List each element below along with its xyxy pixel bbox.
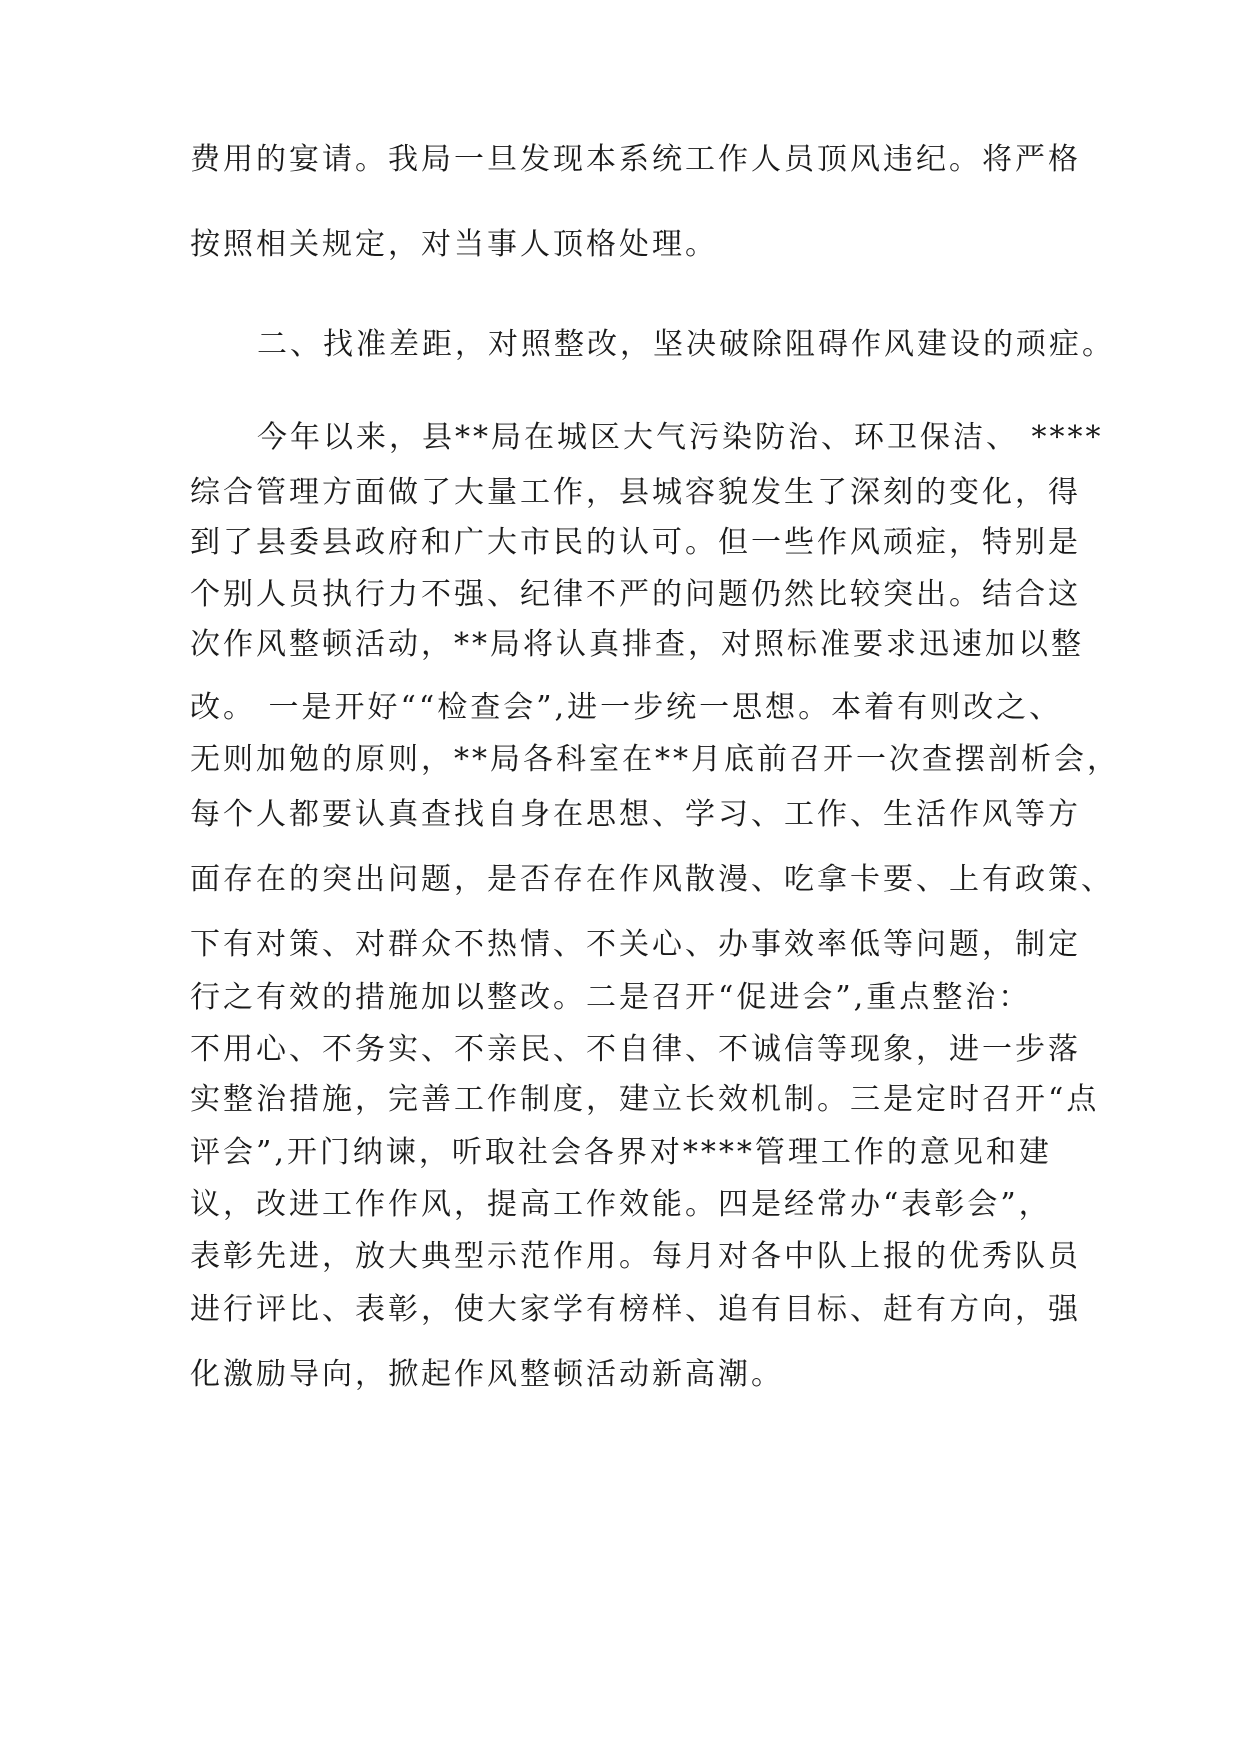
text-line: 行之有效的措施加以整改。二是召开“促进会”,重点整治： (190, 980, 1032, 1015)
text-line: 综合管理方面做了大量工作，县城容貌发生了深刻的变化，得 (190, 475, 1081, 510)
text-line: 进行评比、表彰，使大家学有榜样、追有目标、赶有方向，强 (190, 1292, 1081, 1327)
text-line: 实整治措施，完善工作制度，建立长效机制。三是定时召开“点 (190, 1082, 1100, 1117)
text-line: 今年以来，县**局在城区大气污染防治、环卫保洁、 **** (257, 420, 1104, 455)
text-line: 到了县委县政府和广大市民的认可。但一些作风顽症，特别是 (190, 525, 1081, 560)
text-line: 按照相关规定，对当事人顶格处理。 (190, 227, 718, 262)
text-line: 评会”,开门纳谏，听取社会各界对****管理工作的意见和建 (190, 1135, 1052, 1170)
text-line: 表彰先进，放大典型示范作用。每月对各中队上报的优秀队员 (190, 1239, 1081, 1274)
text-line: 面存在的突出问题，是否存在作风散漫、吃拿卡要、上有政策、 (190, 862, 1114, 897)
text-line: 费用的宴请。我局一旦发现本系统工作人员顶风违纪。将严格 (190, 142, 1081, 177)
text-line: 无则加勉的原则，**局各科室在**月底前召开一次查摆剖析会， (190, 742, 1120, 777)
text-line: 化激励导向，掀起作风整顿活动新高潮。 (190, 1357, 784, 1392)
text-line: 每个人都要认真查找自身在思想、学习、工作、生活作风等方 (190, 797, 1081, 832)
text-line: 改。 一是开好““检查会”,进一步统一思想。本着有则改之、 (190, 690, 1063, 725)
text-line: 不用心、不务实、不亲民、不自律、不诚信等现象，进一步落 (190, 1032, 1081, 1067)
text-line: 个别人员执行力不强、纪律不严的问题仍然比较突出。结合这 (190, 577, 1081, 612)
text-line: 议，改进工作作风，提高工作效能。四是经常办“表彰会”， (190, 1187, 1052, 1222)
text-line: 次作风整顿活动，**局将认真排查，对照标准要求迅速加以整 (190, 627, 1084, 662)
section-heading: 二、找准差距，对照整改，坚决破除阻碍作风建设的顽症。 (257, 327, 1115, 362)
text-line: 下有对策、对群众不热情、不关心、办事效率低等问题，制定 (190, 927, 1081, 962)
